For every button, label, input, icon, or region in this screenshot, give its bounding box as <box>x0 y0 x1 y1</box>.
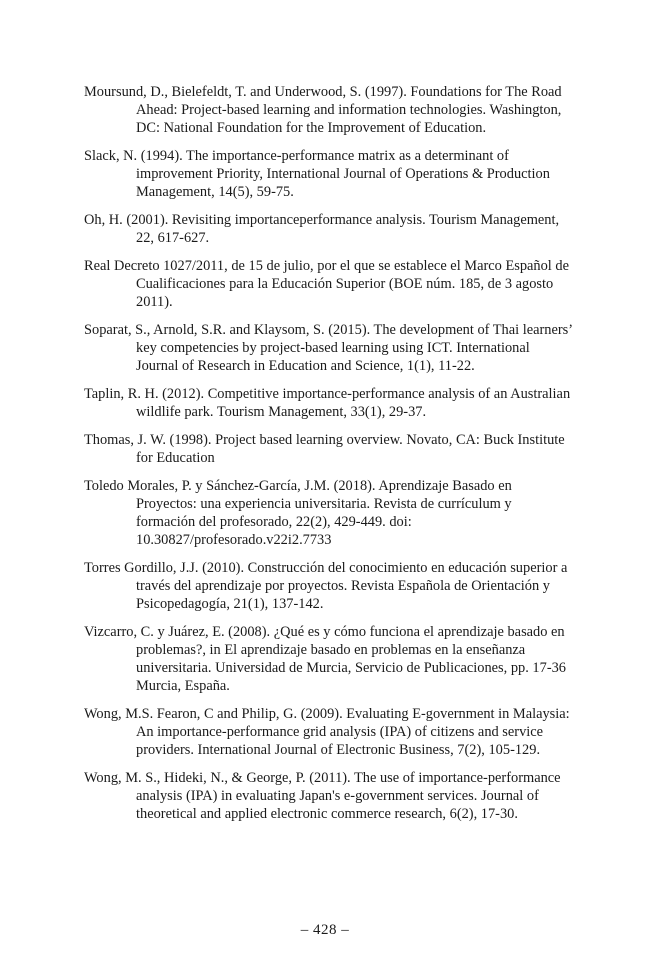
reference-entry: Taplin, R. H. (2012). Competitive importance-performance analysis of an Australian wildlife park. Tourism Management, 33(1), 29-37. <box>84 386 571 420</box>
page-number: – 428 – <box>300 922 350 938</box>
reference-entry: Toledo Morales, P. y Sánchez-García, J.M. (2018). Aprendizaje Basado en Proyectos: una experiencia universitaria. Revista de currículum y formación del profesorado, 22(2), 429-449. doi: 10.30827/profesorado.v22i2.7733 <box>84 478 512 548</box>
reference-entry: Thomas, J. W. (1998). Project based learning overview. Novato, CA: Buck Institute for Education <box>84 432 565 466</box>
reference-entry: Real Decreto 1027/2011, de 15 de julio, por el que se establece el Marco Español de Cualificaciones para la Educación Superior (BOE núm. 185, de 3 agosto 2011). <box>84 258 569 310</box>
reference-entry: Torres Gordillo, J.J. (2010). Construcción del conocimiento en educación superior a través del aprendizaje por proyectos. Revista Española de Orientación y Psicopedagogía, 21(1), 137-142. <box>84 560 568 612</box>
reference-entry: Wong, M. S., Hideki, N., & George, P. (2011). The use of importance-performance analysis (IPA) in evaluating Japan's e-government services. Journal of theoretical and applied electronic commerce research, 6(2), 17-30. <box>84 770 561 822</box>
reference-entry: Slack, N. (1994). The importance-performance matrix as a determinant of improvement Priority, International Journal of Operations & Production Management, 14(5), 59-75. <box>84 148 550 200</box>
reference-entry: Moursund, D., Bielefeldt, T. and Underwood, S. (1997). Foundations for The Road Ahead: Project-based learning and information technologies. Washington, DC: National Foundation for the Improvement of Education. <box>84 84 562 136</box>
reference-entry: Soparat, S., Arnold, S.R. and Klaysom, S. (2015). The development of Thai learners’ key competencies by project-based learning using ICT. International Journal of Research in Education and Science, 1(1), 11-22. <box>84 322 573 374</box>
reference-entry: Oh, H. (2001). Revisiting importanceperformance analysis. Tourism Management, 22, 617-627. <box>84 212 560 246</box>
reference-entry: Vizcarro, C. y Juárez, E. (2008). ¿Qué es y cómo funciona el aprendizaje basado en problemas?, in El aprendizaje basado en problemas en la enseñanza universitaria. Universidad de Murcia, Servicio de Publicaciones, pp. 17-36 Murcia, España. <box>84 624 567 694</box>
reference-list <box>84 83 574 833</box>
reference-entry: Wong, M.S. Fearon, C and Philip, G. (2009). Evaluating E-government in Malaysia: An importance-performance grid analysis (IPA) of citizens and service providers. International Journal of Electronic Business, 7(2), 105-129. <box>84 706 570 758</box>
